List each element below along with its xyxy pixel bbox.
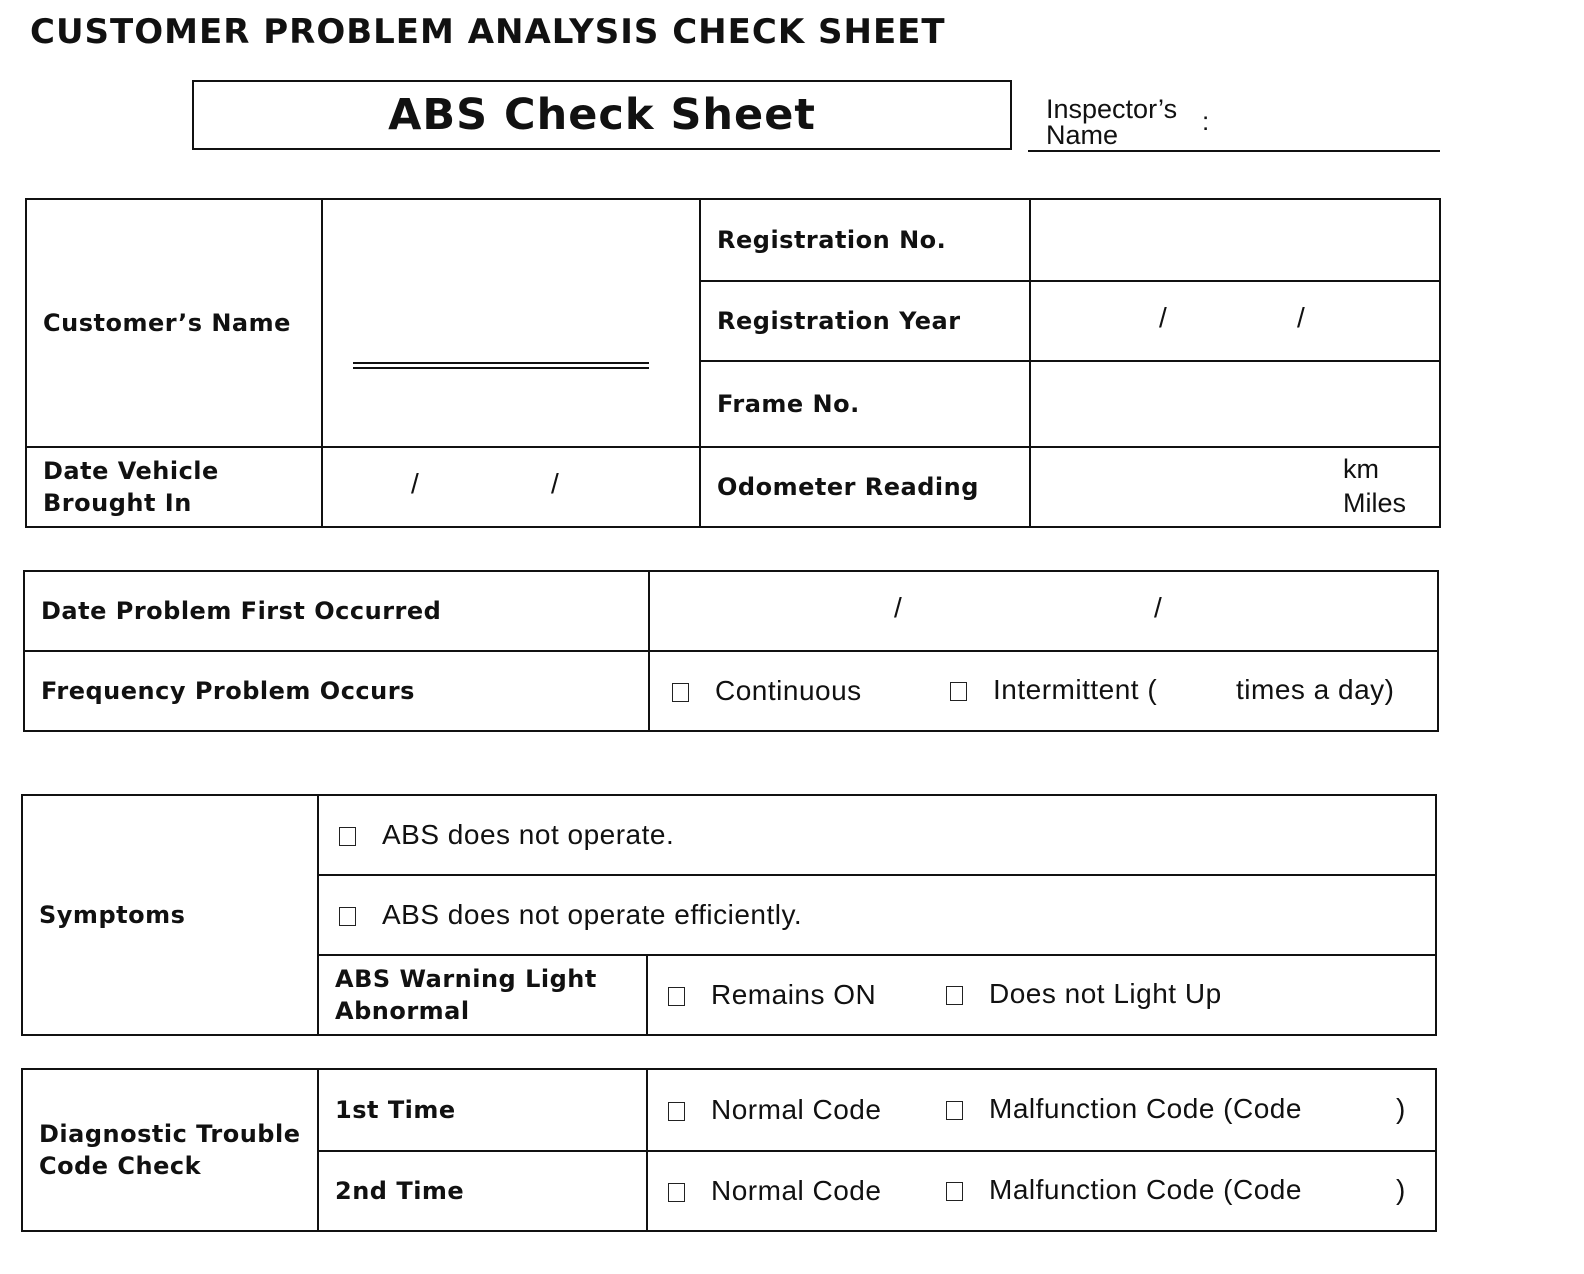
dtc-label-line-1: Diagnostic Trouble xyxy=(39,1120,301,1148)
registration-no-field[interactable] xyxy=(1030,199,1440,281)
second-normal-code-option[interactable] xyxy=(668,1175,881,1207)
first-time-label: 1st Time xyxy=(318,1069,647,1151)
customer-name-field[interactable] xyxy=(322,199,700,447)
date-brought-in-label xyxy=(26,447,322,527)
does-not-light-option[interactable] xyxy=(946,978,1222,1010)
second-malfunction-code-option[interactable] xyxy=(946,1174,1302,1206)
inspector-label-line-2: Name xyxy=(1046,120,1119,150)
sheet-title: ABS Check Sheet xyxy=(388,90,816,140)
first-normal-code-checkbox[interactable] xyxy=(668,1102,685,1121)
reg-year-slash-2: / xyxy=(1297,302,1305,333)
second-malfunction-code-label: Malfunction Code (Code xyxy=(989,1174,1302,1205)
frequency-label: Frequency Problem Occurs xyxy=(24,651,649,731)
dtc-check-table xyxy=(21,1068,1437,1232)
symptom-not-efficient-row[interactable] xyxy=(318,875,1436,955)
problem-occurrence-table xyxy=(23,570,1439,732)
warning-light-label-line-1: ABS Warning Light xyxy=(335,965,597,993)
odometer-label: Odometer Reading xyxy=(700,447,1030,527)
first-close-paren: ) xyxy=(1396,1093,1406,1124)
first-malfunction-code-checkbox[interactable] xyxy=(946,1101,963,1120)
warning-light-options xyxy=(647,955,1436,1035)
intermittent-label: Intermittent ( xyxy=(993,674,1158,705)
first-time-options xyxy=(647,1069,1436,1151)
dtc-label xyxy=(22,1069,318,1231)
continuous-checkbox[interactable] xyxy=(672,683,689,702)
first-malfunction-code-label: Malfunction Code (Code xyxy=(989,1093,1302,1124)
date-brought-in-field[interactable] xyxy=(322,447,700,527)
date-first-slash-2: / xyxy=(1154,592,1162,623)
intermittent-option[interactable] xyxy=(950,674,1157,706)
reg-year-slash-1: / xyxy=(1159,302,1167,333)
does-not-light-label: Does not Light Up xyxy=(989,978,1222,1009)
date-brought-in-label-line-1: Date Vehicle xyxy=(43,457,219,485)
not-efficient-label: ABS does not operate efficiently. xyxy=(382,899,803,930)
second-normal-code-checkbox[interactable] xyxy=(668,1183,685,1202)
vehicle-info-table xyxy=(25,198,1441,528)
times-a-day-label: times a day) xyxy=(1236,674,1395,705)
inspector-name-label xyxy=(1046,96,1177,148)
symptom-not-operate-row[interactable] xyxy=(318,795,1436,875)
not-operate-checkbox[interactable] xyxy=(339,827,356,846)
warning-light-label xyxy=(318,955,647,1035)
first-malfunction-code-option[interactable] xyxy=(946,1093,1302,1125)
second-normal-code-label: Normal Code xyxy=(711,1175,882,1206)
second-malfunction-code-checkbox[interactable] xyxy=(946,1182,963,1201)
date-brought-in-label-line-2: Brought In xyxy=(43,489,192,517)
customer-name-label: Customer’s Name xyxy=(26,199,322,447)
not-operate-label: ABS does not operate. xyxy=(382,819,675,850)
first-normal-code-label: Normal Code xyxy=(711,1094,882,1125)
intermittent-checkbox[interactable] xyxy=(950,682,967,701)
document-title: CUSTOMER PROBLEM ANALYSIS CHECK SHEET xyxy=(30,12,946,52)
continuous-label: Continuous xyxy=(715,675,862,706)
inspector-name-field[interactable] xyxy=(1028,150,1440,152)
date-in-slash-2: / xyxy=(551,468,559,499)
first-normal-code-option[interactable] xyxy=(668,1094,881,1126)
name-underline-2 xyxy=(353,367,649,369)
date-first-occurred-label: Date Problem First Occurred xyxy=(24,571,649,651)
continuous-option[interactable] xyxy=(672,675,862,707)
odometer-unit-km: km xyxy=(1343,454,1379,484)
symptoms-label: Symptoms xyxy=(22,795,318,1035)
registration-year-label: Registration Year xyxy=(700,281,1030,361)
odometer-field[interactable] xyxy=(1030,447,1440,527)
inspector-label-line-1: Inspector’s xyxy=(1046,94,1178,124)
frame-no-field[interactable] xyxy=(1030,361,1440,447)
odometer-unit-miles: Miles xyxy=(1343,488,1407,518)
remains-on-checkbox[interactable] xyxy=(668,987,685,1006)
remains-on-option[interactable] xyxy=(668,979,876,1011)
second-time-options xyxy=(647,1151,1436,1231)
frequency-options xyxy=(649,651,1438,731)
sheet-title-box xyxy=(192,80,1012,150)
date-first-slash-1: / xyxy=(894,592,902,623)
dtc-label-line-2: Code Check xyxy=(39,1152,202,1180)
inspector-colon: : xyxy=(1202,106,1210,136)
second-close-paren: ) xyxy=(1396,1174,1406,1205)
name-underline-1 xyxy=(353,362,649,364)
not-efficient-checkbox[interactable] xyxy=(339,907,356,926)
registration-year-field[interactable] xyxy=(1030,281,1440,361)
date-first-occurred-field[interactable] xyxy=(649,571,1438,651)
frame-no-label: Frame No. xyxy=(700,361,1030,447)
warning-light-label-line-2: Abnormal xyxy=(335,997,470,1025)
second-time-label: 2nd Time xyxy=(318,1151,647,1231)
symptoms-table xyxy=(21,794,1437,1036)
remains-on-label: Remains ON xyxy=(711,979,877,1010)
date-in-slash-1: / xyxy=(411,468,419,499)
does-not-light-checkbox[interactable] xyxy=(946,986,963,1005)
registration-no-label: Registration No. xyxy=(700,199,1030,281)
